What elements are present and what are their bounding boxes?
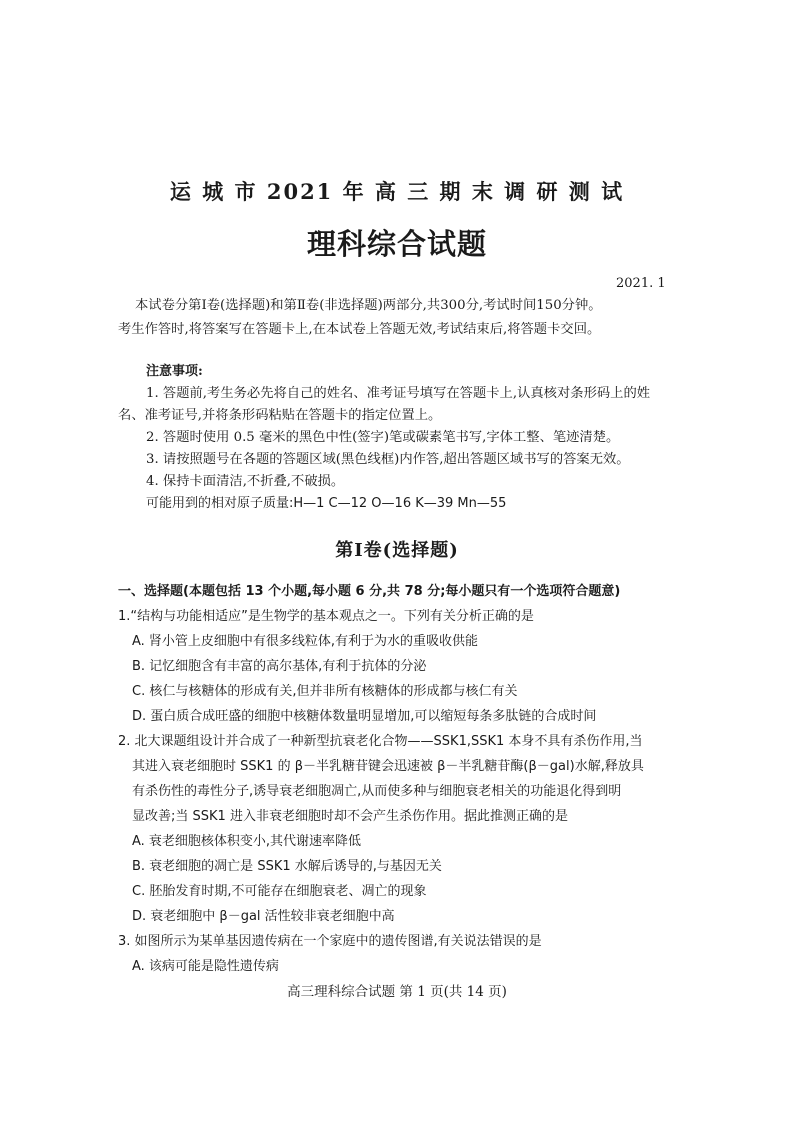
exam-date: 2021. 1: [616, 276, 666, 291]
q2-option-d: D. 衰老细胞中 β－gal 活性较非衰老细胞中高: [132, 909, 395, 924]
atomic-masses: 可能用到的相对原子质量:H—1 C—12 O—16 K—39 Mn—55: [146, 496, 507, 511]
intro-line-1: 本试卷分第Ⅰ卷(选择题)和第Ⅱ卷(非选择题)两部分,共300分,考试时间150分钟。: [135, 298, 602, 313]
intro-line-2: 考生作答时,将答案写在答题卡上,在本试卷上答题无效,考试结束后,将答题卡交回。: [118, 322, 601, 337]
q1-stem: 1.“结构与功能相适应”是生物学的基本观点之一。下列有关分析正确的是: [118, 609, 534, 624]
note-1a: 1. 答题前,考生务必先将自己的姓名、准考证号填写在答题卡上,认真核对条形码上的姓: [146, 386, 651, 401]
q1-option-c: C. 核仁与核糖体的形成有关,但并非所有核糖体的形成都与核仁有关: [132, 684, 518, 699]
q2-stem-line-4: 显改善;当 SSK1 进入非衰老细胞时却不会产生杀伤作用。据此推测正确的是: [132, 809, 568, 824]
note-4: 4. 保持卡面清洁,不折叠,不破损。: [146, 474, 345, 489]
note-3: 3. 请按照题号在各题的答题区域(黑色线框)内作答,超出答题区域书写的答案无效。: [146, 452, 630, 467]
q3-stem: 3. 如图所示为某单基因遗传病在一个家庭中的遗传图谱,有关说法错误的是: [118, 934, 542, 949]
q2-stem-line-3: 有杀伤性的毒性分子,诱导衰老细胞凋亡,从而使多种与细胞衰老相关的功能退化得到明: [132, 784, 622, 799]
note-1b: 名、准考证号,并将条形码粘贴在答题卡的指定位置上。: [118, 408, 442, 423]
q2-option-a: A. 衰老细胞核体积变小,其代谢速率降低: [132, 834, 362, 849]
section-instruction: 一、选择题(本题包括 13 个小题,每小题 6 分,共 78 分;每小题只有一个选项符合题意): [118, 584, 621, 599]
q3-option-a: A. 该病可能是隐性遗传病: [132, 959, 279, 974]
page-footer: 高三理科综合试题 第 1 页(共 14 页): [287, 984, 507, 1000]
section-title: 第Ⅰ卷(选择题): [335, 540, 459, 561]
q2-stem-line-2: 其进入衰老细胞时 SSK1 的 β－半乳糖苷键会迅速被 β－半乳糖苷酶(β－gal)水解,释放具: [132, 759, 644, 774]
q2-stem-line-1: 2. 北大课题组设计并合成了一种新型抗衰老化合物——SSK1,SSK1 本身不具有杀伤作用,当: [118, 734, 643, 749]
q2-option-b: B. 衰老细胞的凋亡是 SSK1 水解后诱导的,与基因无关: [132, 859, 442, 874]
q1-option-d: D. 蛋白质合成旺盛的细胞中核糖体数量明显增加,可以缩短每条多肽链的合成时间: [132, 709, 597, 724]
exam-subject-title: 理科综合试题: [306, 227, 487, 261]
q1-option-a: A. 肾小管上皮细胞中有很多线粒体,有利于为水的重吸收供能: [132, 634, 479, 649]
q1-option-b: B. 记忆细胞含有丰富的高尔基体,有利于抗体的分泌: [132, 659, 427, 674]
notes-heading: 注意事项:: [146, 364, 203, 379]
exam-title: 运 城 市 2021 年 高 三 期 末 调 研 测 试: [169, 179, 625, 204]
note-2: 2. 答题时使用 0.5 毫米的黑色中性(签字)笔或碳素笔书写,字体工整、笔迹清楚。: [146, 430, 620, 445]
q2-option-c: C. 胚胎发育时期,不可能存在细胞衰老、凋亡的现象: [132, 884, 427, 899]
